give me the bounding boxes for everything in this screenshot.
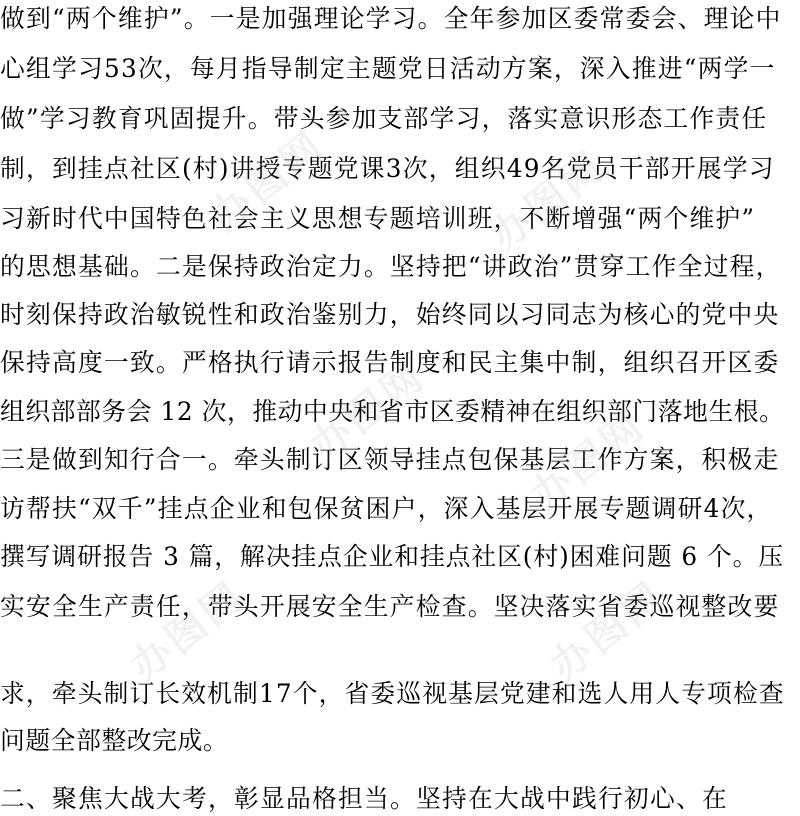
watermark: 办图网 bbox=[481, 142, 615, 261]
text-line-10: 三是做到知行合一。牵头制订区领导挂点包保基层工作方案，积极走 bbox=[0, 445, 780, 474]
text-line-1: 做到“两个维护”。一是加强理论学习。全年参加区委常委会、理论中 bbox=[0, 4, 782, 33]
text-line-11: 访帮扶“双千”挂点企业和包保贫困户，深入基层开展专题调研4次， bbox=[0, 494, 773, 523]
text-line-6: 的思想基础。二是保持政治定力。坚持把“讲政治”贯穿工作全过程， bbox=[0, 252, 782, 281]
watermark: 办图网 bbox=[121, 572, 255, 691]
watermark: 办图网 bbox=[521, 402, 655, 521]
text-line-5: 习新时代中国特色社会主义思想专题培训班，不断增强“两个维护” bbox=[0, 204, 756, 233]
text-line-14: 求，牵头制订长效机制17个，省委巡视基层党建和选人用人专项检查 bbox=[0, 679, 785, 708]
text-line-13: 实安全生产责任，带头开展安全生产检查。坚决落实省委巡视整改要 bbox=[0, 592, 780, 621]
watermark: 办图网 bbox=[201, 122, 335, 241]
watermark: 办图网 bbox=[541, 572, 675, 691]
text-line-8: 保持高度一致。严格执行请示报告制度和民主集中制，组织召开区委 bbox=[0, 348, 780, 377]
watermark: 办图网 bbox=[301, 352, 435, 471]
text-line-7: 时刻保持政治敏锐性和政治鉴别力，始终同以习同志为核心的党中央 bbox=[0, 300, 780, 329]
text-line-16: 二、聚焦大战大考，彰显品格担当。坚持在大战中践行初心、在 bbox=[0, 784, 728, 813]
text-line-12: 撰写调研报告 3 篇，解决挂点企业和挂点社区(村)困难问题 6 个。压 bbox=[0, 542, 785, 571]
text-line-15: 问题全部整改完成。 bbox=[0, 726, 229, 755]
text-line-4: 制，到挂点社区(村)讲授专题党课3次，组织49名党员干部开展学习 bbox=[0, 154, 775, 183]
text-line-2: 心组学习53次，每月指导制定主题党日活动方案，深入推进“两学一 bbox=[0, 54, 776, 83]
text-line-9: 组织部部务会 12 次，推动中央和省市区委精神在组织部门落地生根。 bbox=[0, 397, 785, 426]
text-line-3: 做”学习教育巩固提升。带头参加支部学习，落实意识形态工作责任 bbox=[0, 104, 768, 133]
